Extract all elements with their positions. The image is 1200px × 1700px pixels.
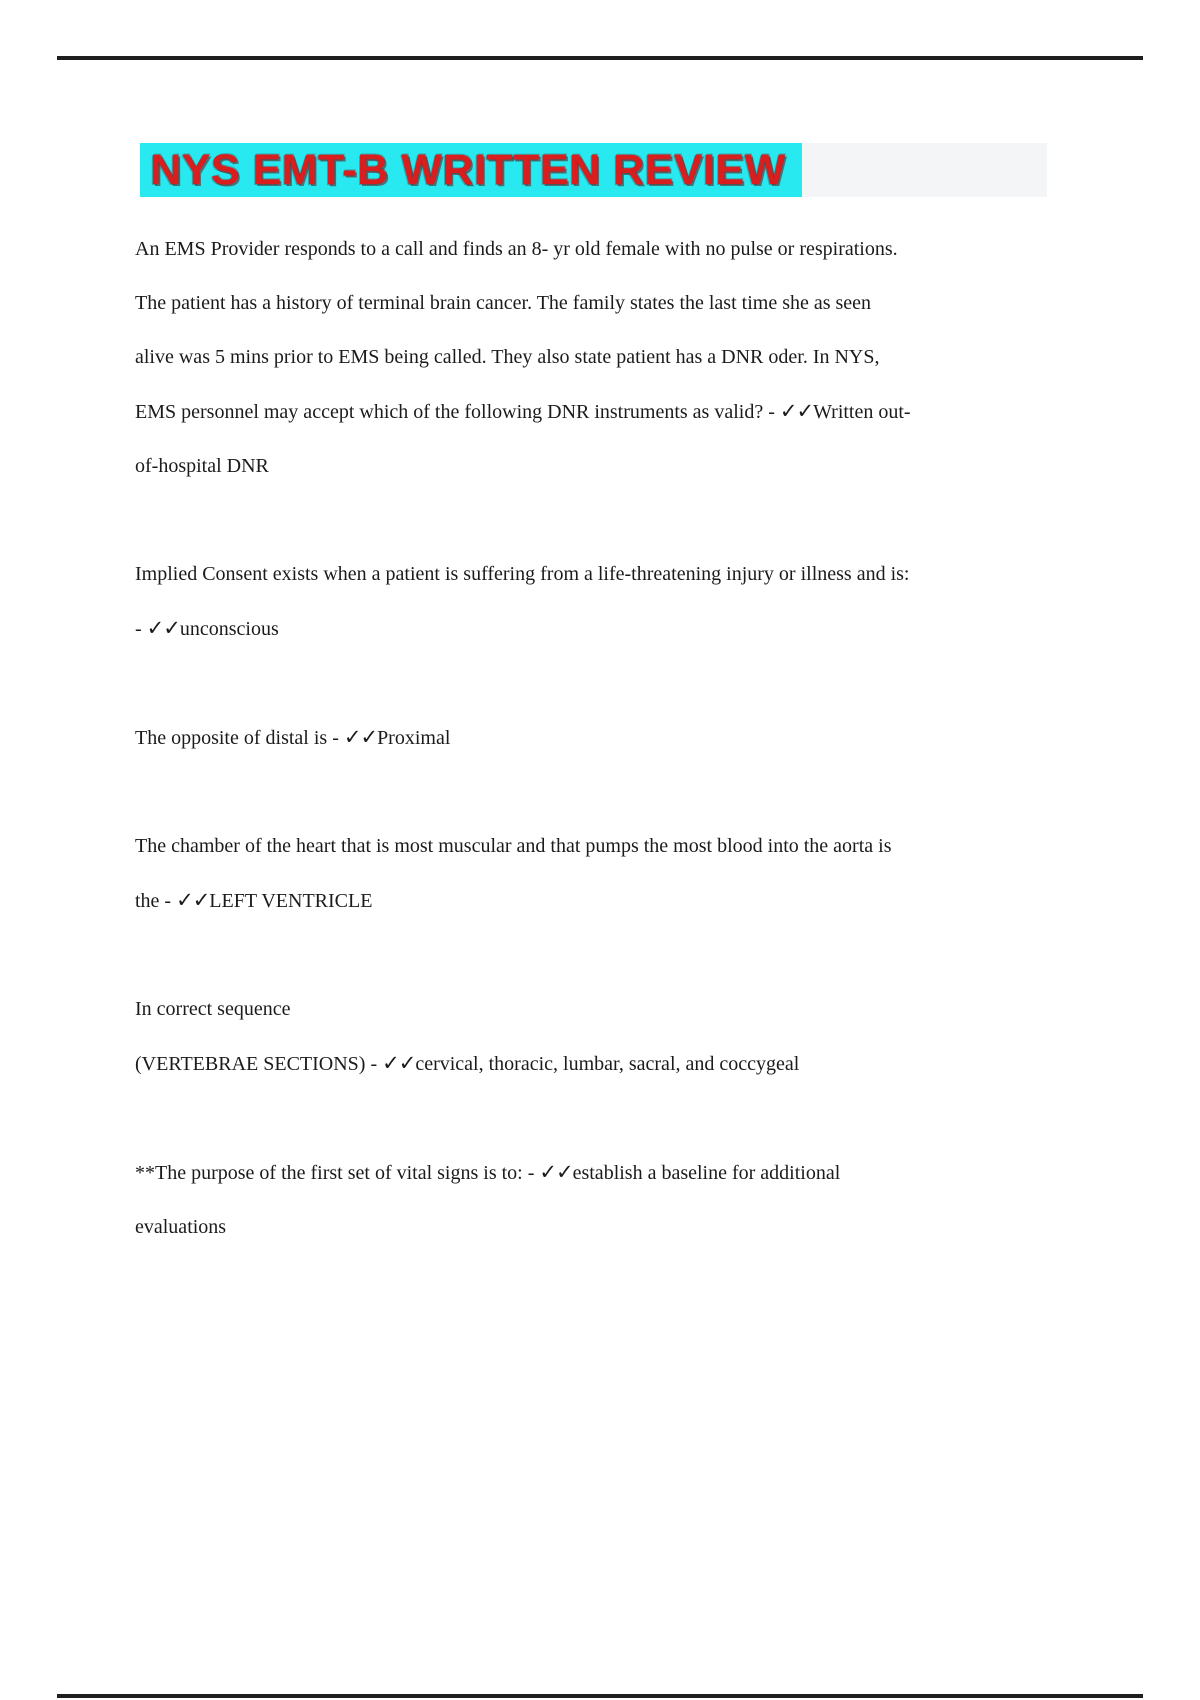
qa-item [135, 547, 1025, 656]
text-segment: evaluations [135, 1216, 227, 1238]
qa-item [135, 1145, 1025, 1254]
text-segment: establish a baseline for additional [572, 1162, 841, 1184]
qa-item [135, 819, 1025, 928]
title-highlight [140, 143, 802, 197]
text-line [135, 384, 1025, 439]
text-line [135, 222, 1025, 276]
text-line [135, 873, 1025, 928]
text-segment: alive was 5 mins prior to EMS being called. They also state patient has a DNR oder. In NYS, [135, 346, 880, 368]
text-line [135, 1145, 1025, 1200]
answer-checkmarks: ✓✓ [382, 1051, 416, 1075]
text-segment: EMS personnel may accept which of the following DNR instruments as valid? - [135, 401, 780, 423]
text-segment: the - [135, 890, 177, 912]
text-line [135, 1036, 1025, 1091]
answer-checkmarks: ✓✓ [146, 616, 180, 640]
text-line [135, 547, 1025, 601]
text-segment: LEFT VENTRICLE [209, 890, 373, 912]
page-title: NYS EMT-B WRITTEN REVIEW [150, 146, 786, 194]
text-segment: The opposite of distal is - [135, 727, 344, 749]
text-segment: Written out- [813, 401, 911, 423]
answer-checkmarks: ✓✓ [176, 888, 210, 912]
text-segment: - [135, 618, 147, 640]
text-segment: of-hospital DNR [135, 455, 269, 477]
text-segment: Proximal [377, 727, 451, 749]
answer-checkmarks: ✓✓ [539, 1160, 573, 1184]
text-line [135, 982, 1025, 1036]
text-segment: unconscious [179, 618, 279, 640]
text-line [135, 710, 1025, 765]
qa-list [135, 222, 1025, 1308]
text-segment: The chamber of the heart that is most muscular and that pumps the most blood into the aorta is [135, 835, 892, 857]
text-line [135, 819, 1025, 873]
text-segment: cervical, thoracic, lumbar, sacral, and coccygeal [415, 1053, 800, 1075]
qa-item [135, 222, 1025, 493]
answer-checkmarks: ✓✓ [343, 725, 378, 749]
text-line [135, 439, 1025, 493]
title-row [140, 143, 1047, 197]
bottom-rule-divider [57, 1694, 1143, 1698]
text-segment: An EMS Provider responds to a call and finds an 8- yr old female with no pulse or respirations. [135, 238, 898, 260]
qa-item [135, 982, 1025, 1091]
text-segment: Implied Consent exists when a patient is suffering from a life-threatening injury or illness and is: [135, 563, 910, 585]
text-line [135, 330, 1025, 384]
answer-checkmarks: ✓✓ [779, 399, 814, 423]
title-highlight-strip [802, 143, 1047, 197]
qa-item [135, 710, 1025, 765]
text-line [135, 601, 1025, 656]
text-line [135, 1200, 1025, 1254]
top-rule-divider [57, 56, 1143, 60]
text-segment: (VERTEBRAE SECTIONS) - [135, 1053, 383, 1075]
text-segment: In correct sequence [135, 998, 291, 1020]
text-segment: **The purpose of the first set of vital signs is to: - [135, 1162, 540, 1184]
text-line [135, 276, 1025, 330]
text-segment: The patient has a history of terminal brain cancer. The family states the last time she as seen [135, 292, 872, 314]
